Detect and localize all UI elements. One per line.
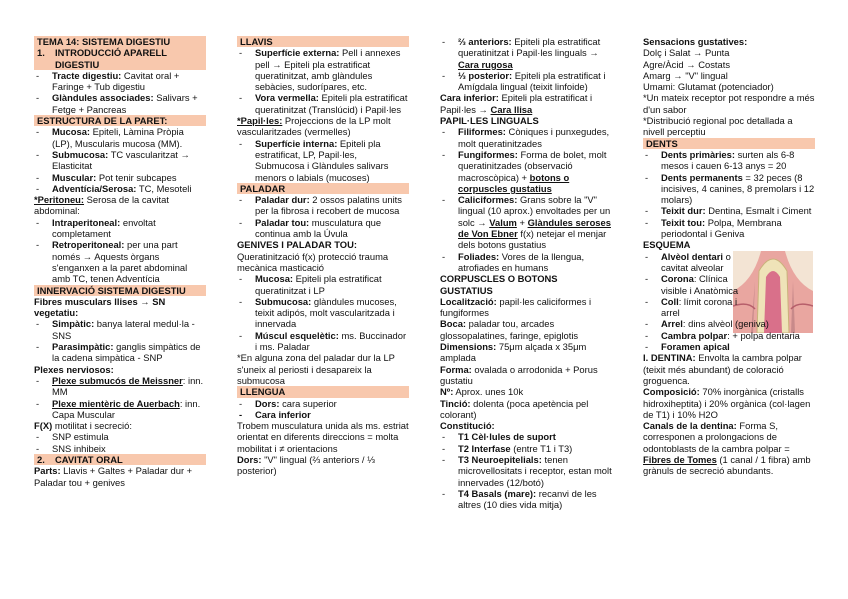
paragraph: Tinció: dolenta (poca apetència pel colorant)	[440, 397, 589, 420]
paragraph: Cara inferior: Epiteli pla estratificat i Papil·les → Cara llisa	[440, 92, 593, 115]
paragraph: *En alguna zona del paladar dur la LP s'uneix al periosti i desapareix la submucosa	[237, 352, 395, 386]
list-item: - Submucosa: TC vascularitzat → Elasticitat	[34, 149, 206, 172]
list-item: - Paladar dur: 2 ossos palatins units per la fibrosa i recobert de mucosa	[237, 194, 409, 217]
paragraph: *Peritoneu: Serosa de la cavitat abdominal:	[34, 194, 169, 217]
list-item: - Arrel: dins alvèol (geniva)	[643, 318, 815, 329]
section-heading-estructura: ESTRUCTURA DE LA PARET:	[34, 115, 206, 126]
list-item: - Alvèol dentari o cavitat alveolar	[643, 251, 741, 274]
list-item: - Glàndules associades: Salivars + Fetge + Pancreas	[34, 92, 206, 115]
list-item: - Adventícia/Serosa: TC, Mesoteli	[34, 183, 206, 194]
paragraph: *Papil·les: Projeccions de la LP molt vascularitzades (vermelles)	[237, 115, 391, 138]
paragraph: GENIVES I PALADAR TOU:	[237, 239, 357, 251]
paragraph: I. DENTINA: Envolta la cambra polpar (teixit més abundant) de coloració groguenca.	[643, 352, 802, 386]
list-item: - SNS inhibeix	[34, 443, 206, 454]
list-item: - Submucosa: glàndules mucoses, teixit adipós, molt vascularitzada i innervada	[237, 296, 409, 330]
section-heading-papiles: PAPIL·LES LINGUALS	[440, 115, 539, 127]
list-item: - T4 Basals (mare): recanvi de les altres (10 dies vida mitja)	[440, 488, 612, 511]
paragraph: *Un mateix receptor pot respondre a més d'un sabor	[643, 92, 815, 115]
paragraph: F(X) motilitat i secreció:	[34, 420, 132, 432]
list-item: - SNP estimula	[34, 431, 206, 442]
section-heading-dents: DENTS	[643, 138, 815, 149]
list-item: - Simpàtic: banya lateral medul·la - SNS	[34, 318, 206, 341]
paragraph: Localització: papil·les caliciformes i fungiformes	[440, 295, 592, 319]
section-heading-paladar: PALADAR	[237, 183, 409, 194]
tema-title: TEMA 14: SISTEMA DIGESTIU	[34, 36, 206, 47]
list-item: - Cara inferior	[237, 409, 409, 420]
list-item: - Retroperitoneal: per una part només → Aquests òrgans s'enganxen a la paret abdominal amb TC, tenen Adventícia	[34, 239, 206, 284]
list-item: - Mucosa: Epiteli, Làmina Pròpia (LP), Muscularis mucosa (MM).	[34, 126, 206, 149]
section-heading-llavis: LLAVIS	[237, 36, 409, 47]
section-heading-corpuscles: CORPUSCLES O BOTONS GUSTATIUS	[440, 273, 558, 296]
list-item: - Plexe mientèric de Auerbach: inn. Capa Muscular	[34, 398, 206, 421]
list-item: - Mucosa: Epiteli pla estratificat queratinitzat i LP	[237, 273, 409, 296]
list-item: - Parasimpàtic: ganglis simpàtics de la cadena simpàtica - SNP	[34, 341, 206, 364]
paragraph: Amarg → "V" lingual	[643, 69, 728, 81]
column-2	[237, 36, 409, 477]
list-item: - Dents primàries: surten als 6-8 mesos i cauen 6-13 anys = 20	[643, 149, 815, 172]
paragraph: Trobem musculatura unida als ms. estriat orientat en diferents direccions = molta mobilitat i ≠ orientacions	[237, 420, 409, 454]
list-item: - Muscular: Pot tenir subcapes	[34, 172, 206, 183]
column-3	[440, 36, 612, 510]
list-item: - Vora vermella: Epiteli pla estratificat queratinitzat (Translúcid) i Papil·les	[237, 92, 409, 115]
list-item: - Plexe submucós de Meissner: inn. MM	[34, 375, 206, 398]
paragraph: Canals de la dentina: Forma S, corresponen a prolongacions de odontoblasts de la cambra polpar = Fibres de Tomes (1 canal / 1 fibra) amb grànuls de secreció abundants.	[643, 420, 811, 477]
list-item: - Paladar tou: musculatura que continua amb la Úvula	[237, 217, 409, 240]
paragraph: Dimensions: 75μm alçada x 35μm amplada	[440, 341, 587, 364]
list-item: - Corona: Clínica visible i Anatòmica	[643, 273, 741, 296]
list-item: - Caliciformes: Grans sobre la "V" lingual (10 aprox.) envoltades per un solc → Valum + Glàndules seroses de Von Ebner f(x) netejar el menjar dels botons gustatius	[440, 194, 612, 250]
esquema-block	[643, 251, 815, 319]
paragraph: Umami: Glutamat (potenciador)	[643, 81, 774, 93]
section-heading-cavitat: 2. CAVITAT ORAL	[34, 454, 206, 465]
paragraph: Nº: Aprox. unes 10k	[440, 386, 524, 398]
list-item: - Múscul esquelètic: ms. Buccinador i ms. Paladar	[237, 330, 409, 353]
list-item: - Teixit tou: Polpa, Membrana periodontal i Geniva	[643, 217, 815, 240]
section-heading-intro: 1. INTRODUCCIÓ APARELL DIGESTIU	[34, 47, 206, 70]
list-item: - Cambra polpar: + polpa dentaria	[643, 330, 815, 341]
list-item: - Coll: límit corona i arrel	[643, 296, 741, 319]
paragraph: Queratinització f(x) protecció trauma mecànica masticació	[237, 250, 389, 273]
paragraph: *Distribució regional poc detallada a nivell perceptiu	[643, 115, 793, 138]
section-heading-esquema: ESQUEMA	[643, 239, 691, 251]
paragraph: Agre/Àcid → Costats	[643, 58, 731, 70]
paragraph: Composició: 70% inorgànica (cristalls hidroxiheptita) i 20% orgànica (col·lagen de T1) i 10% H2O	[643, 386, 811, 420]
column-4	[643, 36, 815, 477]
list-item: - T2 Interfase (entre T1 i T3)	[440, 443, 612, 454]
list-item: - Teixit dur: Dentina, Esmalt i Ciment	[643, 205, 815, 216]
paragraph: Boca: paladar tou, arcades glossopalatines, faringe, epiglotis	[440, 318, 579, 341]
list-item: - Intraperitoneal: envoltat completament	[34, 217, 206, 240]
list-item: - Fungiformes: Forma de bolet, molt queratinitzades (observació macroscòpica) + botons o corpuscles gustatius	[440, 149, 612, 194]
list-item: - T3 Neuroepitelials: tenen microvellositats i receptor, estan molt innervades (12/botó)	[440, 454, 612, 488]
paragraph: Forma: ovalada o arrodonida + Porus gustatiu	[440, 363, 598, 386]
list-item: - T1 Cèl·lules de suport	[440, 431, 612, 442]
list-item: - Filiformes: Còniques i punxegudes, molt queratinitzades	[440, 126, 612, 149]
paragraph: Dors: "V" lingual (⅔ anteriors / ⅓ posterior)	[237, 453, 375, 477]
section-heading-innervacio: INNERVACIÓ SISTEMA DIGESTIU	[34, 285, 206, 296]
list-item: - ⅓ posterior: Epiteli pla estratificat i Amígdala lingual (teixit linfoide)	[440, 70, 612, 93]
list-item: - Foliades: Vores de la llengua, atrofiades en humans	[440, 251, 612, 274]
list-item: - Dors: cara superior	[237, 398, 409, 409]
section-heading-llengua: LLENGUA	[237, 386, 409, 397]
paragraph: Fibres musculars llises → SN vegetatiu:	[34, 295, 166, 319]
list-item: - Dents permanents = 32 peces (8 incisives, 4 canines, 8 premolars i 12 molars)	[643, 172, 815, 206]
list-item: - ⅔ anteriors: Epiteli pla estratificat queratinitzat i Papil·les linguals → Cara rugosa	[440, 36, 612, 70]
paragraph: Plexes nerviosos:	[34, 363, 114, 375]
list-item: - Superfície interna: Epiteli pla estratificat, LP, Papil·les, Submucosa i Glàndules salivars menors o labials (mucoses)	[237, 138, 409, 183]
paragraph: Parts: Llavis + Galtes + Paladar dur + Paladar tou + genives	[34, 465, 193, 488]
list-item: - Foramen apical	[643, 341, 815, 352]
column-1	[34, 36, 206, 488]
section-heading-sensacions: Sensacions gustatives:	[643, 36, 748, 47]
paragraph: Dolç i Salat → Punta	[643, 47, 730, 59]
list-item: - Tracte digestiu: Cavitat oral + Faringe + Tub digestiu	[34, 70, 206, 93]
list-item: - Superfície externa: Pell i annexes pell → Epiteli pla estratificat queratinitzat, amb glàndules sebàcies, sudorípares, etc.	[237, 47, 409, 92]
paragraph: Constitució:	[440, 420, 495, 432]
